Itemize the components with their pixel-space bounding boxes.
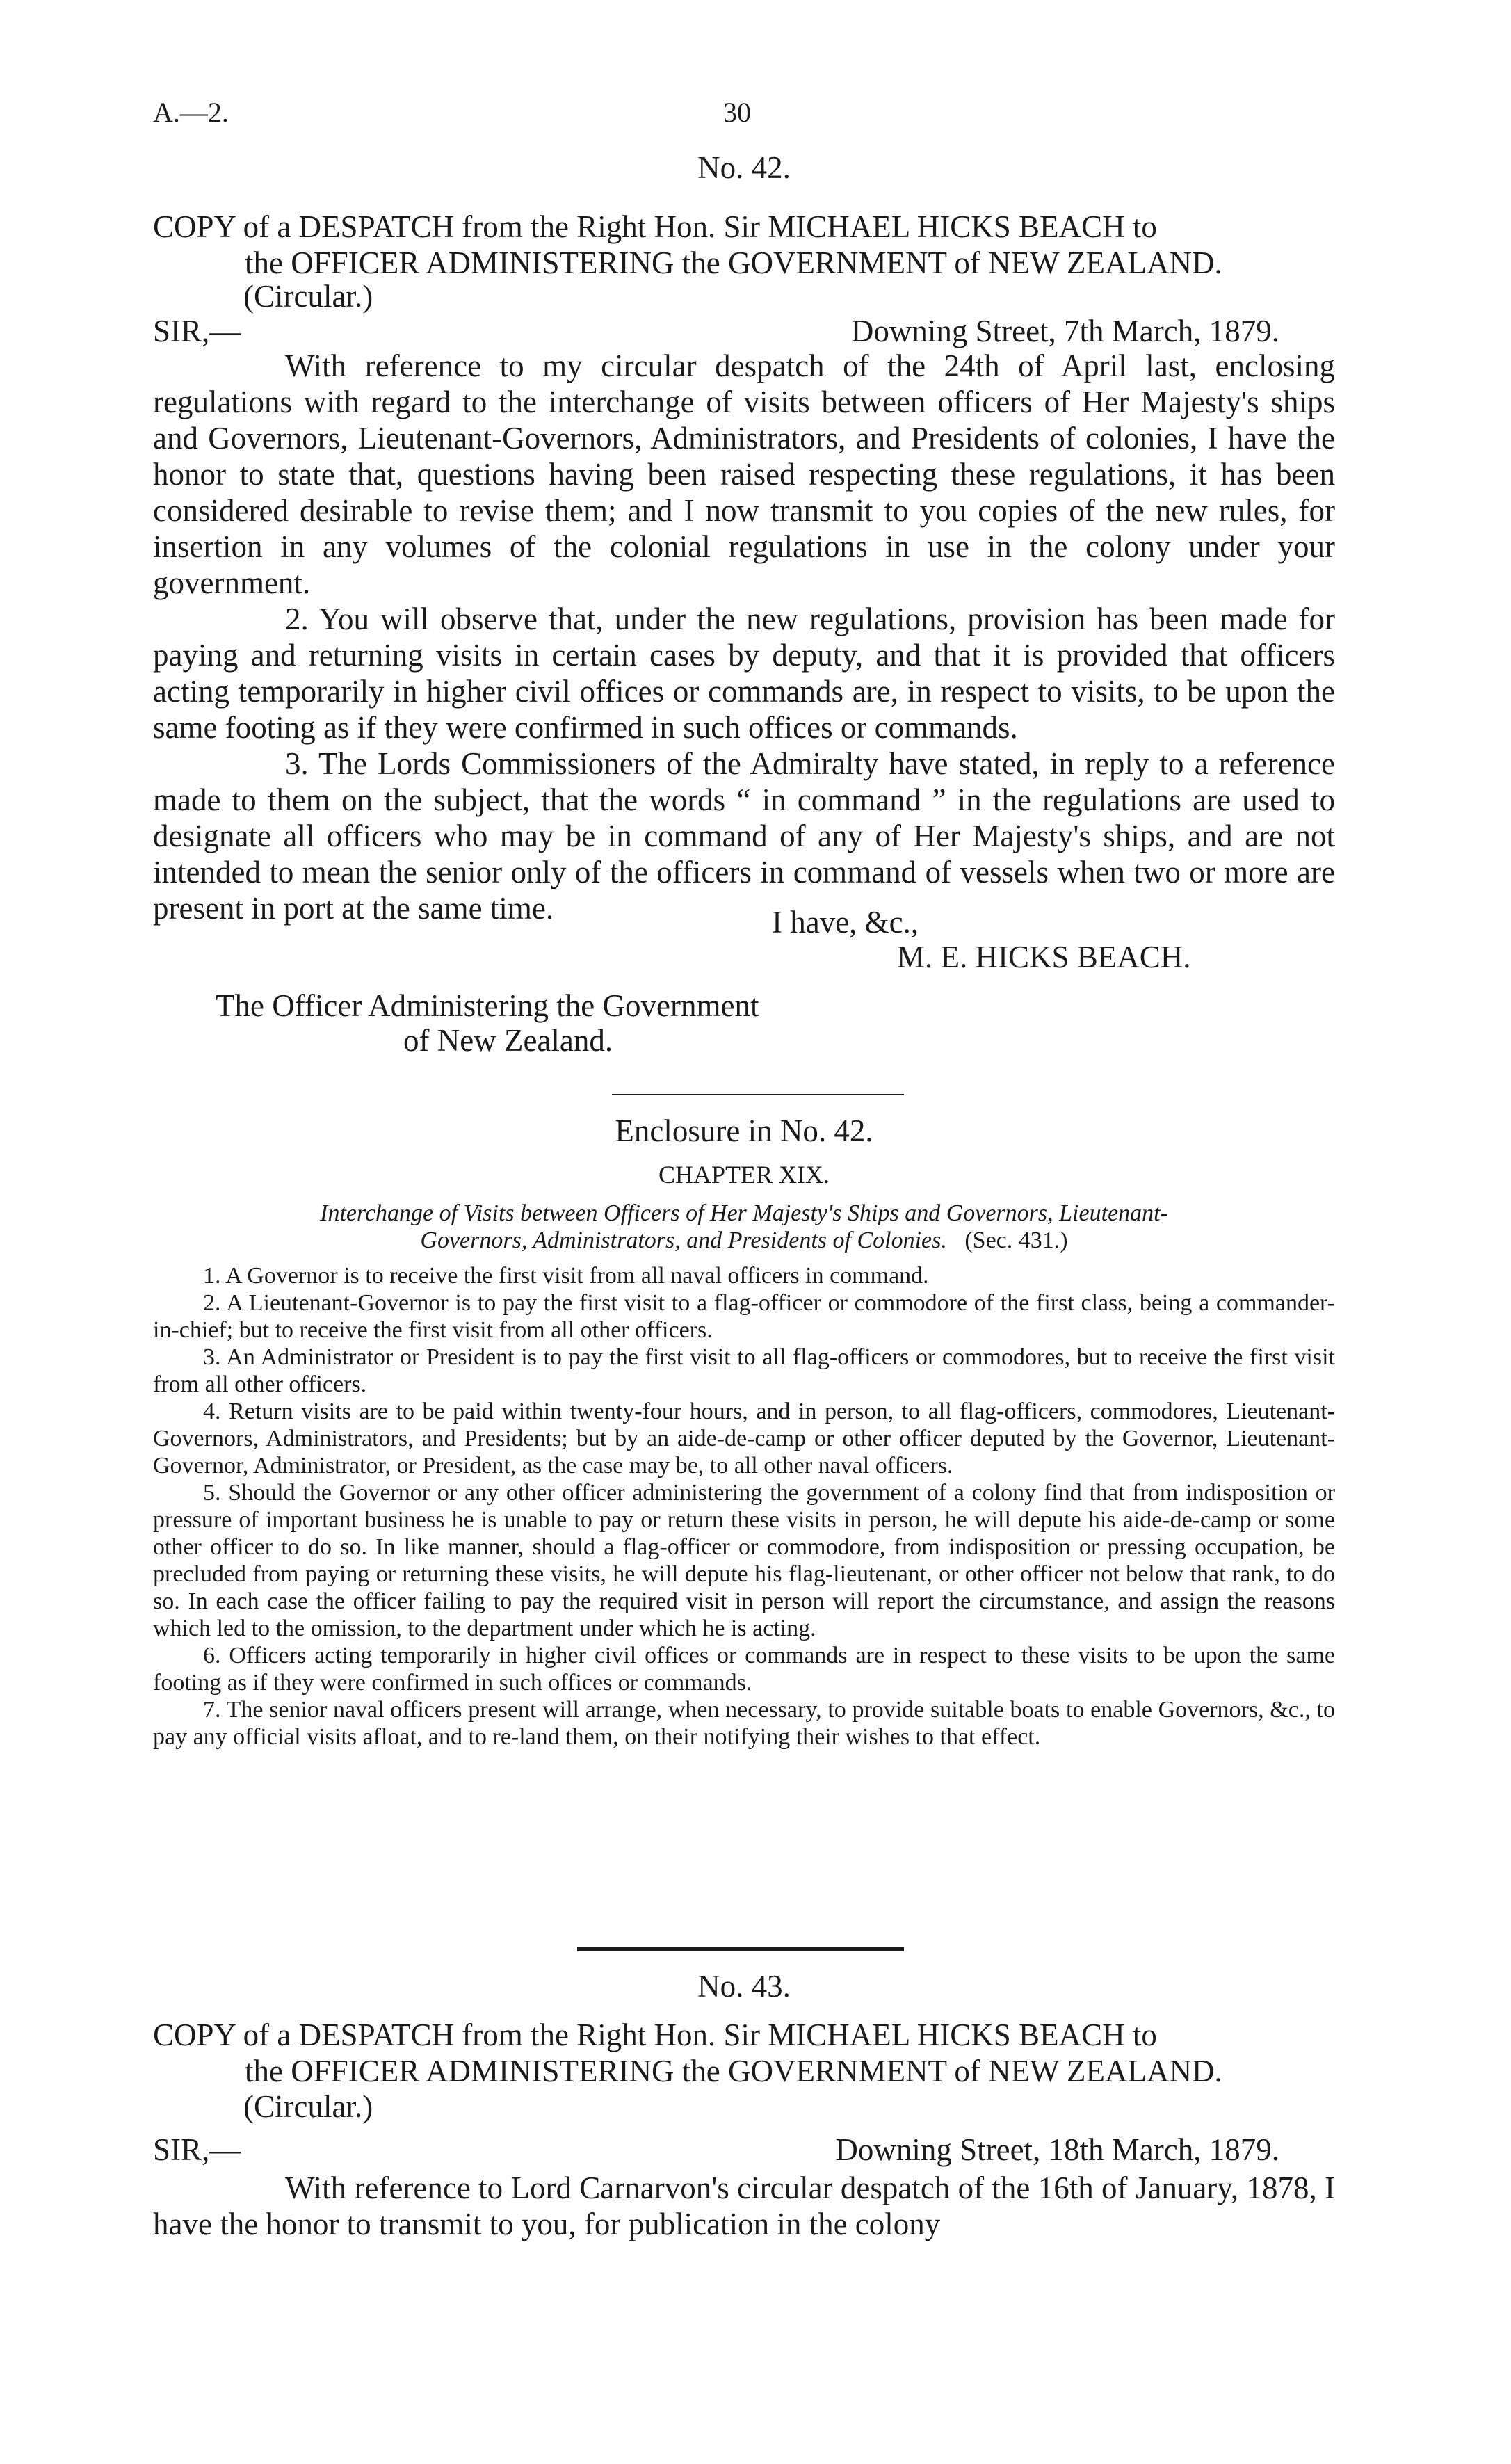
despatch-42-title bbox=[153, 209, 1335, 281]
despatch-43-para-1: With reference to Lord Carnarvon's circular despatch of the 16th of January, 1878, I have the honor to transmit to you, for publication in the colony bbox=[153, 2171, 1335, 2241]
enclosure-rules bbox=[153, 1262, 1335, 1750]
enclosure-rule-4: 4. Return visits are to be paid within twenty-four hours, and in person, to all flag-officers, commodores, Lieutenant-Governors, Administrators, and Presidents; but by an aide-de-camp or other officer deputed by the Governor, Lieutenant-Governor, Administrator, or President, as the case may be, to all other naval officers. bbox=[153, 1399, 1335, 1479]
despatch-43-place-date: Downing Street, 18th March, 1879. bbox=[835, 2132, 1279, 2167]
enclosure-rule-3: 3. An Administrator or President is to pay the first visit to all flag-officers or commodores, but to receive the first visit from all other officers. bbox=[153, 1344, 1335, 1397]
page-header-ref: A.—2. bbox=[153, 97, 229, 128]
enclosure-rule-6: 6. Officers acting temporarily in higher civil offices or commands are in respect to these visits to be upon the same footing as if they were confirmed in such offices or commands. bbox=[153, 1643, 1335, 1696]
enclosure-rule-2: 2. A Lieutenant-Governor is to pay the first visit to a flag-officer or commodore of the first class, being a commander-in-chief; but to receive the first visit from all other officers. bbox=[153, 1290, 1335, 1343]
enclosure-chapter: CHAPTER XIX. bbox=[658, 1161, 830, 1189]
despatch-42-salutation: SIR,— bbox=[153, 314, 241, 348]
despatch-42-title-line2: the OFFICER ADMINISTERING the GOVERNMENT of NEW ZEALAND. bbox=[245, 245, 1222, 280]
despatch-42-para-1: With reference to my circular despatch of the 24th of April last, enclosing regulations with regard to the interchange of visits between officers of Her Majesty's ships and Governors, Lieutenant-Governors, Administrators, and Presidents of colonies, I have the honor to state that, questions having been raised respecting these regulations, it has been considered desirable to revise them; and I now transmit to you copies of the new rules, for insertion in any volumes of the colonial regulations in use in the colony under your government. bbox=[153, 348, 1335, 600]
enclosure-heading: Enclosure in No. 42. bbox=[615, 1113, 873, 1148]
enclosure-subtitle-line2 bbox=[153, 1227, 1335, 1254]
section-divider-thick bbox=[577, 1947, 904, 1951]
despatch-42-place-date: Downing Street, 7th March, 1879. bbox=[850, 314, 1279, 348]
page-number: 30 bbox=[723, 97, 751, 128]
despatch-42-circular: (Circular.) bbox=[243, 279, 373, 314]
despatch-43-number: No. 43. bbox=[697, 1969, 791, 2004]
section-divider-thin bbox=[612, 1094, 904, 1095]
despatch-42-title-line1: COPY of a DESPATCH from the Right Hon. Sir MICHAEL HICKS BEACH to bbox=[153, 209, 1157, 244]
despatch-43-body bbox=[153, 2170, 1335, 2242]
despatch-43-circular: (Circular.) bbox=[243, 2089, 373, 2124]
enclosure-rule-1: 1. A Governor is to receive the first visit from all naval officers in command. bbox=[203, 1263, 929, 1289]
despatch-42-para-2: 2. You will observe that, under the new regulations, provision has been made for paying and returning visits in certain cases by deputy, and that it is provided that officers acting temporarily in higher civil offices or commands are, in respect to visits, to be upon the same footing as if they were confirmed in such offices or commands. bbox=[153, 602, 1335, 745]
despatch-43-title-line1: COPY of a DESPATCH from the Right Hon. Sir MICHAEL HICKS BEACH to bbox=[153, 2018, 1157, 2052]
enclosure-section-ref: (Sec. 431.) bbox=[964, 1227, 1068, 1253]
enclosure-subtitle bbox=[153, 1200, 1335, 1254]
despatch-42-closing: I have, &c., bbox=[772, 905, 919, 940]
enclosure-rule-7: 7. The senior naval officers present will arrange, when necessary, to provide suitable boats to enable Governors, &c., to pay any official visits afloat, and to re-land them, on their notifying their wishes to that effect. bbox=[153, 1697, 1335, 1750]
enclosure-subtitle-line2-text: Governors, Administrators, and Presidents of Colonies. bbox=[420, 1227, 947, 1253]
despatch-42-addressee-line1: The Officer Administering the Government bbox=[216, 988, 759, 1023]
enclosure-rule-5: 5. Should the Governor or any other officer administering the government of a colony find that from indisposition or pressure of important business he is unable to pay or return these visits in person, he will depute his aide-de-camp or some other officer to do so. In like manner, should a flag-officer or commodore, from indisposition or pressing occupation, be precluded from paying or returning these visits, he will depute his flag-lieutenant, or other officer not below that rank, to do so. In each case the officer failing to pay the required visit in person will report the circumstance, and assign the reasons which led to the omission, to the department under which he is acting. bbox=[153, 1480, 1335, 1641]
despatch-43-title bbox=[153, 2017, 1335, 2089]
despatch-42-addressee-line2: of New Zealand. bbox=[403, 1023, 613, 1058]
enclosure-subtitle-line1: Interchange of Visits between Officers of Her Majesty's Ships and Governors, Lieutenant- bbox=[320, 1200, 1168, 1226]
despatch-42-number: No. 42. bbox=[697, 150, 791, 185]
despatch-42-body bbox=[153, 348, 1335, 926]
despatch-43-title-line2: the OFFICER ADMINISTERING the GOVERNMENT of NEW ZEALAND. bbox=[245, 2054, 1222, 2088]
despatch-43-salutation: SIR,— bbox=[153, 2132, 241, 2167]
despatch-42-signature: M. E. HICKS BEACH. bbox=[897, 940, 1191, 974]
despatch-42-para-3: 3. The Lords Commissioners of the Admiralty have stated, in reply to a reference made to them on the subject, that the words “ in command ” in the regulations are used to designate all officers who may be in command of any of Her Majesty's ships, and are not intended to mean the senior only of the officers in command of vessels when two or more are present in port at the same time. bbox=[153, 746, 1335, 926]
